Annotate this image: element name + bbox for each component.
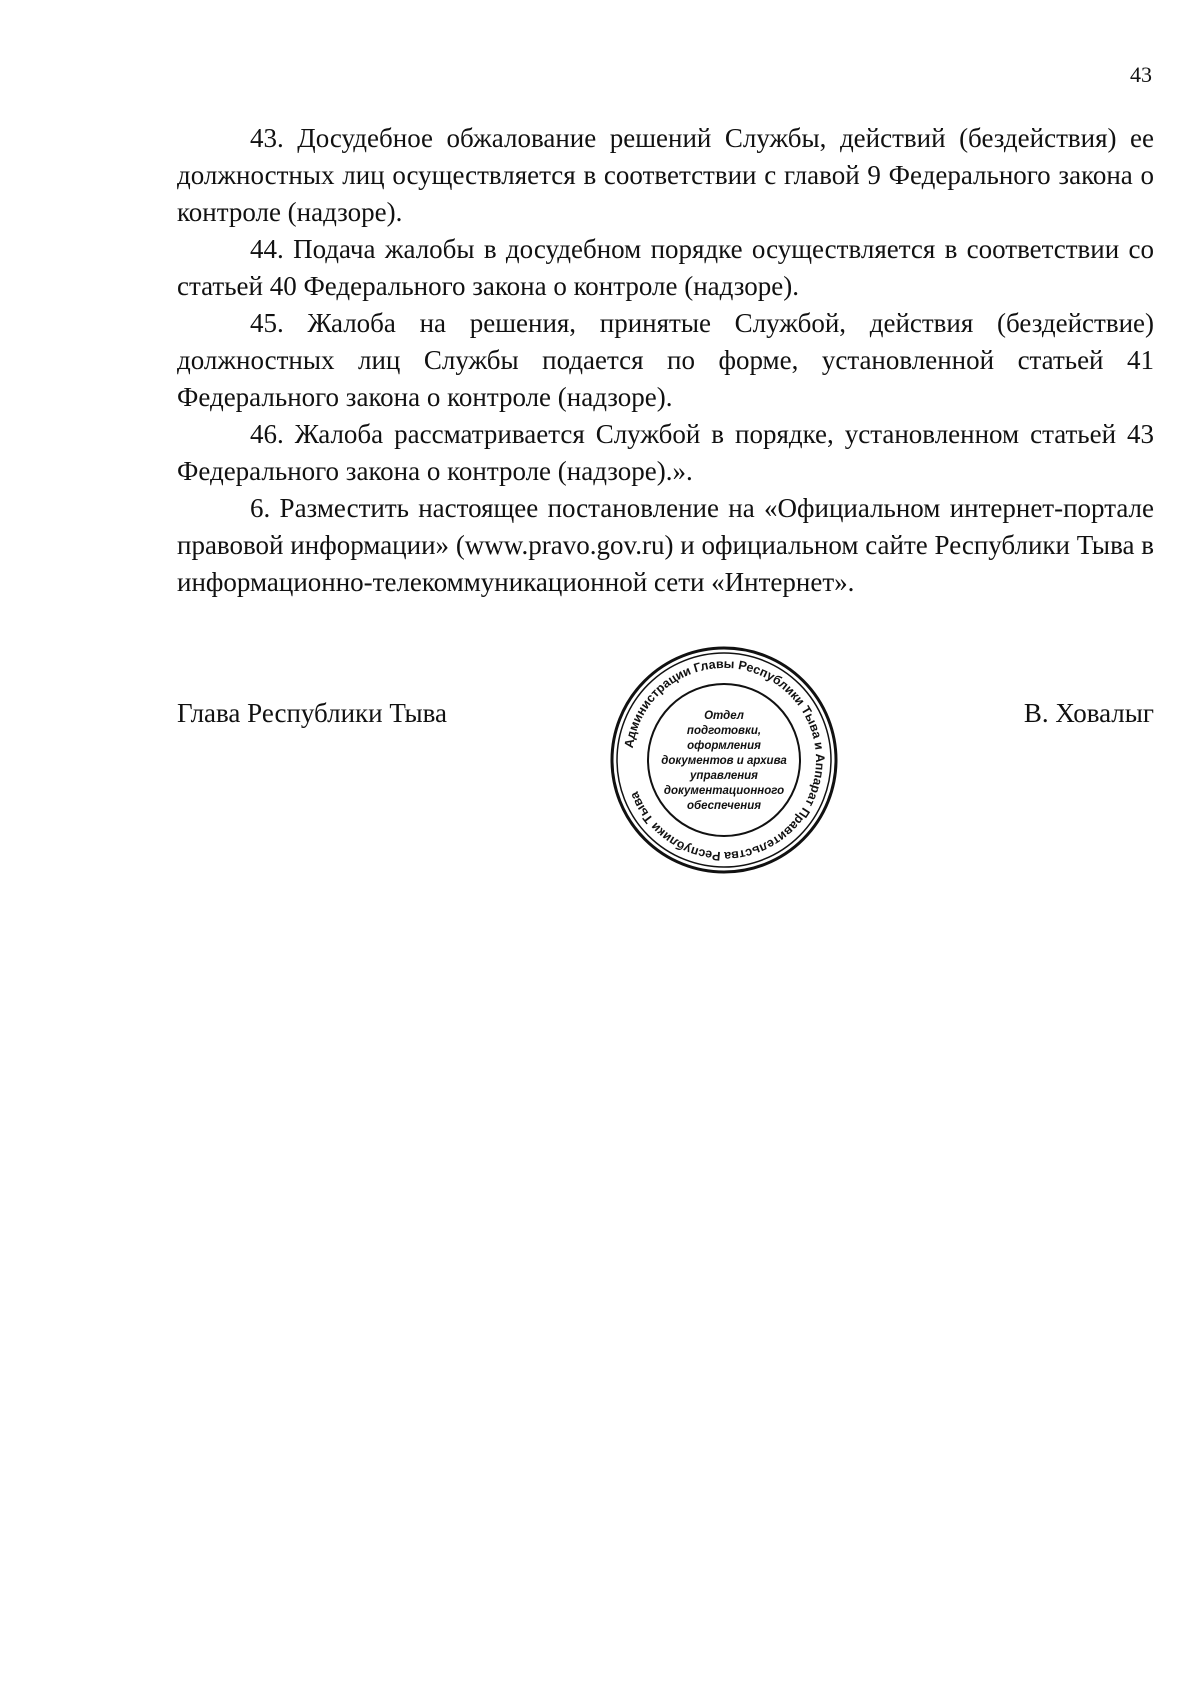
paragraph-45: 45. Жалоба на решения, принятые Службой, действия (бездействие) должностных лиц Службы подается по форме, установленной статьей 41 Федерального закона о контроле (надзоре).	[177, 308, 1154, 412]
seal-ring-text: Администрации Главы Республики Тыва и Аппарат Правительства Республики Тыва	[621, 656, 828, 864]
seal-graphic	[604, 640, 844, 880]
seal-center-line: обеспечения	[686, 800, 762, 812]
signatory-name: В. Ховалыг	[1023, 698, 1154, 728]
paragraph-44: 44. Подача жалобы в досудебном порядке осуществляется в соответствии со статьей 40 Федерального закона о контроле (надзоре).	[177, 234, 1154, 301]
seal-center-line: управления	[690, 770, 758, 782]
document-body	[177, 120, 1154, 601]
signatory-position: Глава Республики Тыва	[177, 698, 448, 728]
seal-center-line: Отдел	[704, 710, 744, 722]
seal-center-line: документов и архива	[661, 755, 787, 767]
paragraph-43: 43. Досудебное обжалование решений Службы, действий (бездействия) ее должностных лиц осуществляется в соответствии с главой 9 Федерального закона о контроле (надзоре).	[177, 123, 1154, 227]
seal-center-line: документационного	[663, 785, 785, 797]
seal-center-line: подготовки,	[686, 725, 762, 737]
signature-block	[177, 640, 1154, 864]
official-seal	[604, 640, 844, 880]
seal-center-line: оформления	[687, 740, 761, 752]
paragraph-46: 46. Жалоба рассматривается Службой в порядке, установленном статьей 43 Федерального закона о контроле (надзоре).».	[177, 419, 1154, 486]
paragraph-6: 6. Разместить настоящее постановление на «Официальном интернет-портале правовой информации» (www.pravo.gov.ru) и официальном сайте Республики Тыва в информационно-телекоммуникационной сети «Интернет».	[177, 493, 1154, 597]
page-number: 43	[1130, 62, 1152, 87]
